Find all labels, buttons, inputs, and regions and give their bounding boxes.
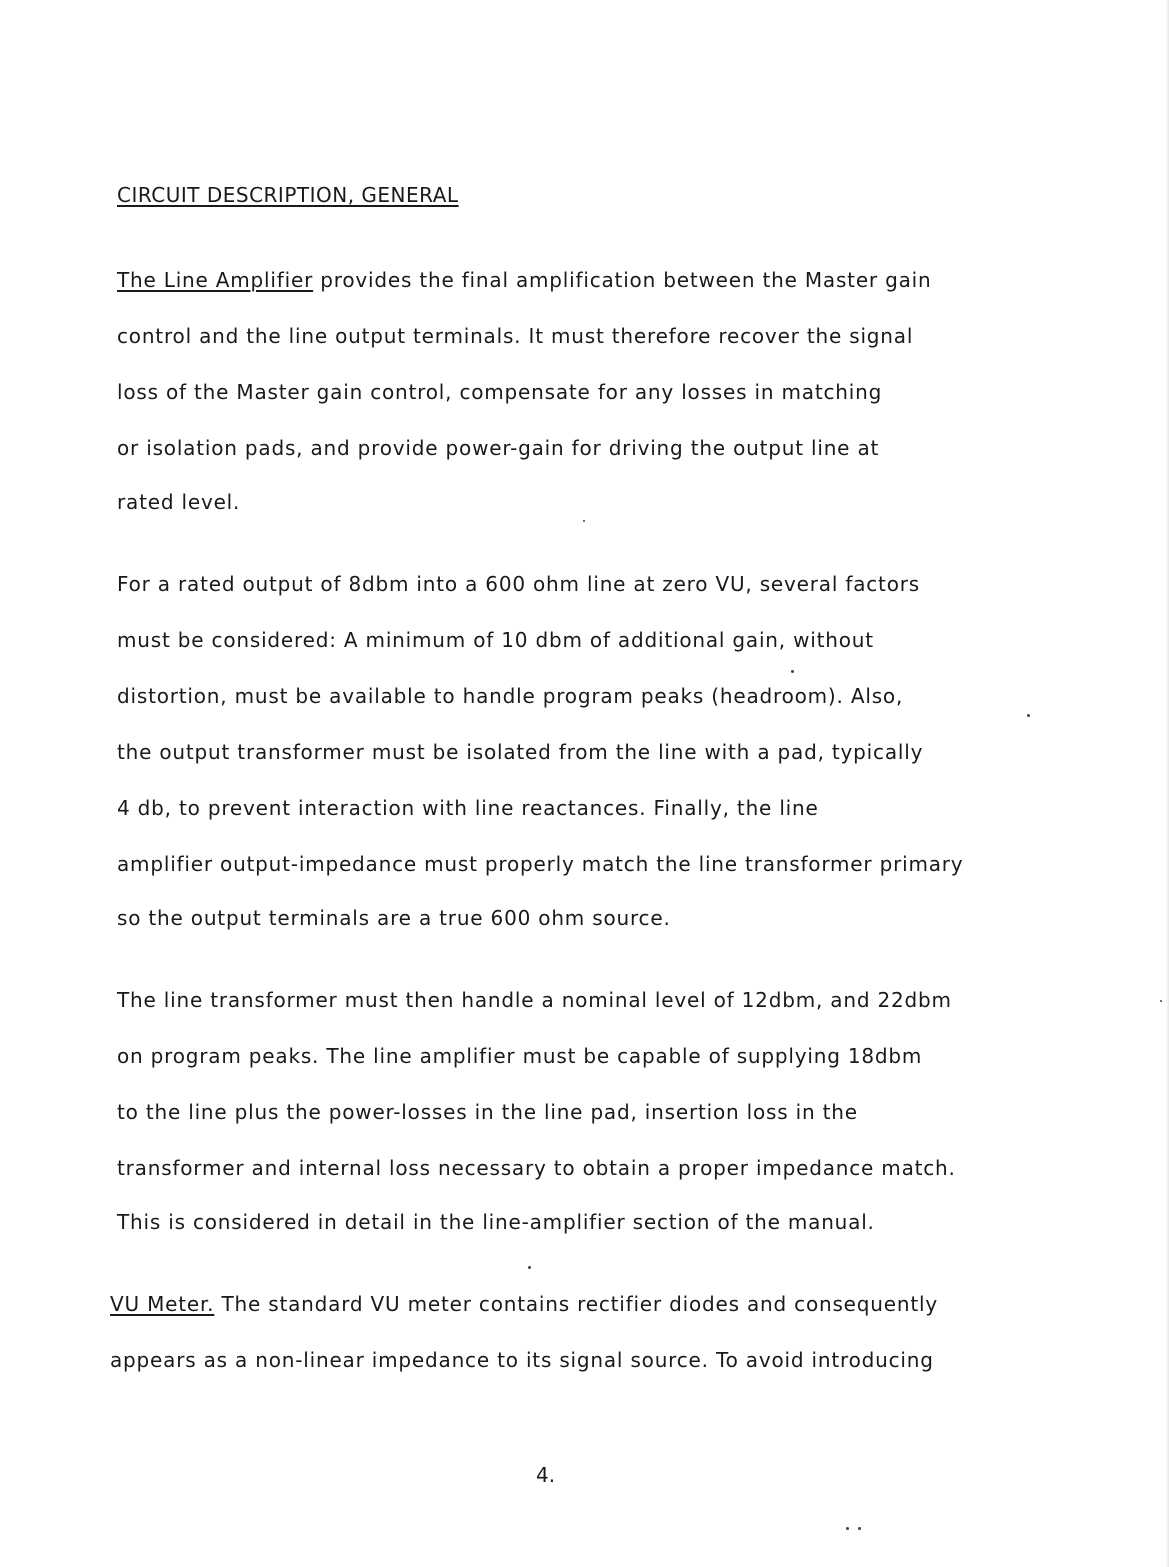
paragraph-2-line-5: 4 db, to prevent interaction with line reactances. Finally, the line bbox=[117, 796, 819, 820]
scan-speck bbox=[1160, 1000, 1162, 1002]
paragraph-1-line-1 bbox=[117, 268, 932, 292]
paragraph-4-line-1-text: The standard VU meter contains rectifier diodes and consequently bbox=[214, 1292, 938, 1316]
paragraph-1-line-4: or isolation pads, and provide power-gain for driving the output line at bbox=[117, 436, 880, 460]
paragraph-3-line-2: on program peaks. The line amplifier must be capable of supplying 18dbm bbox=[117, 1044, 923, 1068]
scan-speck bbox=[846, 1527, 849, 1530]
paragraph-3-line-1: The line transformer must then handle a nominal level of 12dbm, and 22dbm bbox=[117, 988, 952, 1012]
paragraph-2-line-6: amplifier output-impedance must properly match the line transformer primary bbox=[117, 852, 964, 876]
page-number: 4. bbox=[536, 1463, 556, 1487]
paragraph-1-line-5: rated level. bbox=[117, 490, 241, 514]
paragraph-3-line-3: to the line plus the power-losses in the line pad, insertion loss in the bbox=[117, 1100, 858, 1124]
paragraph-2-line-7: so the output terminals are a true 600 ohm source. bbox=[117, 906, 671, 930]
scan-speck bbox=[583, 520, 585, 522]
paragraph-1-line-3: loss of the Master gain control, compensate for any losses in matching bbox=[117, 380, 883, 404]
vu-meter-term: VU Meter. bbox=[110, 1292, 215, 1316]
paragraph-1-line-2: control and the line output terminals. It must therefore recover the signal bbox=[117, 324, 914, 348]
paragraph-2-line-2: must be considered: A minimum of 10 dbm of additional gain, without bbox=[117, 628, 874, 652]
paragraph-1-line-1-text: provides the final amplification between the Master gain bbox=[313, 268, 932, 292]
scan-speck bbox=[858, 1527, 861, 1530]
paragraph-4-line-1 bbox=[110, 1292, 938, 1316]
paragraph-2-line-1: For a rated output of 8dbm into a 600 ohm line at zero VU, several factors bbox=[117, 572, 920, 596]
paragraph-3-line-5: This is considered in detail in the line-amplifier section of the manual. bbox=[117, 1210, 875, 1234]
paragraph-2-line-4: the output transformer must be isolated from the line with a pad, typically bbox=[117, 740, 924, 764]
scan-speck bbox=[1027, 714, 1030, 717]
paragraph-4-line-2: appears as a non-linear impedance to its signal source. To avoid introducing bbox=[110, 1348, 934, 1372]
scan-speck bbox=[528, 1266, 531, 1269]
paragraph-2-line-3: distortion, must be available to handle program peaks (headroom). Also, bbox=[117, 684, 904, 708]
line-amplifier-term: The Line Amplifier bbox=[117, 268, 314, 292]
scan-speck bbox=[791, 670, 794, 673]
section-heading: CIRCUIT DESCRIPTION, GENERAL bbox=[117, 183, 459, 207]
paragraph-3-line-4: transformer and internal loss necessary to obtain a proper impedance match. bbox=[117, 1156, 956, 1180]
